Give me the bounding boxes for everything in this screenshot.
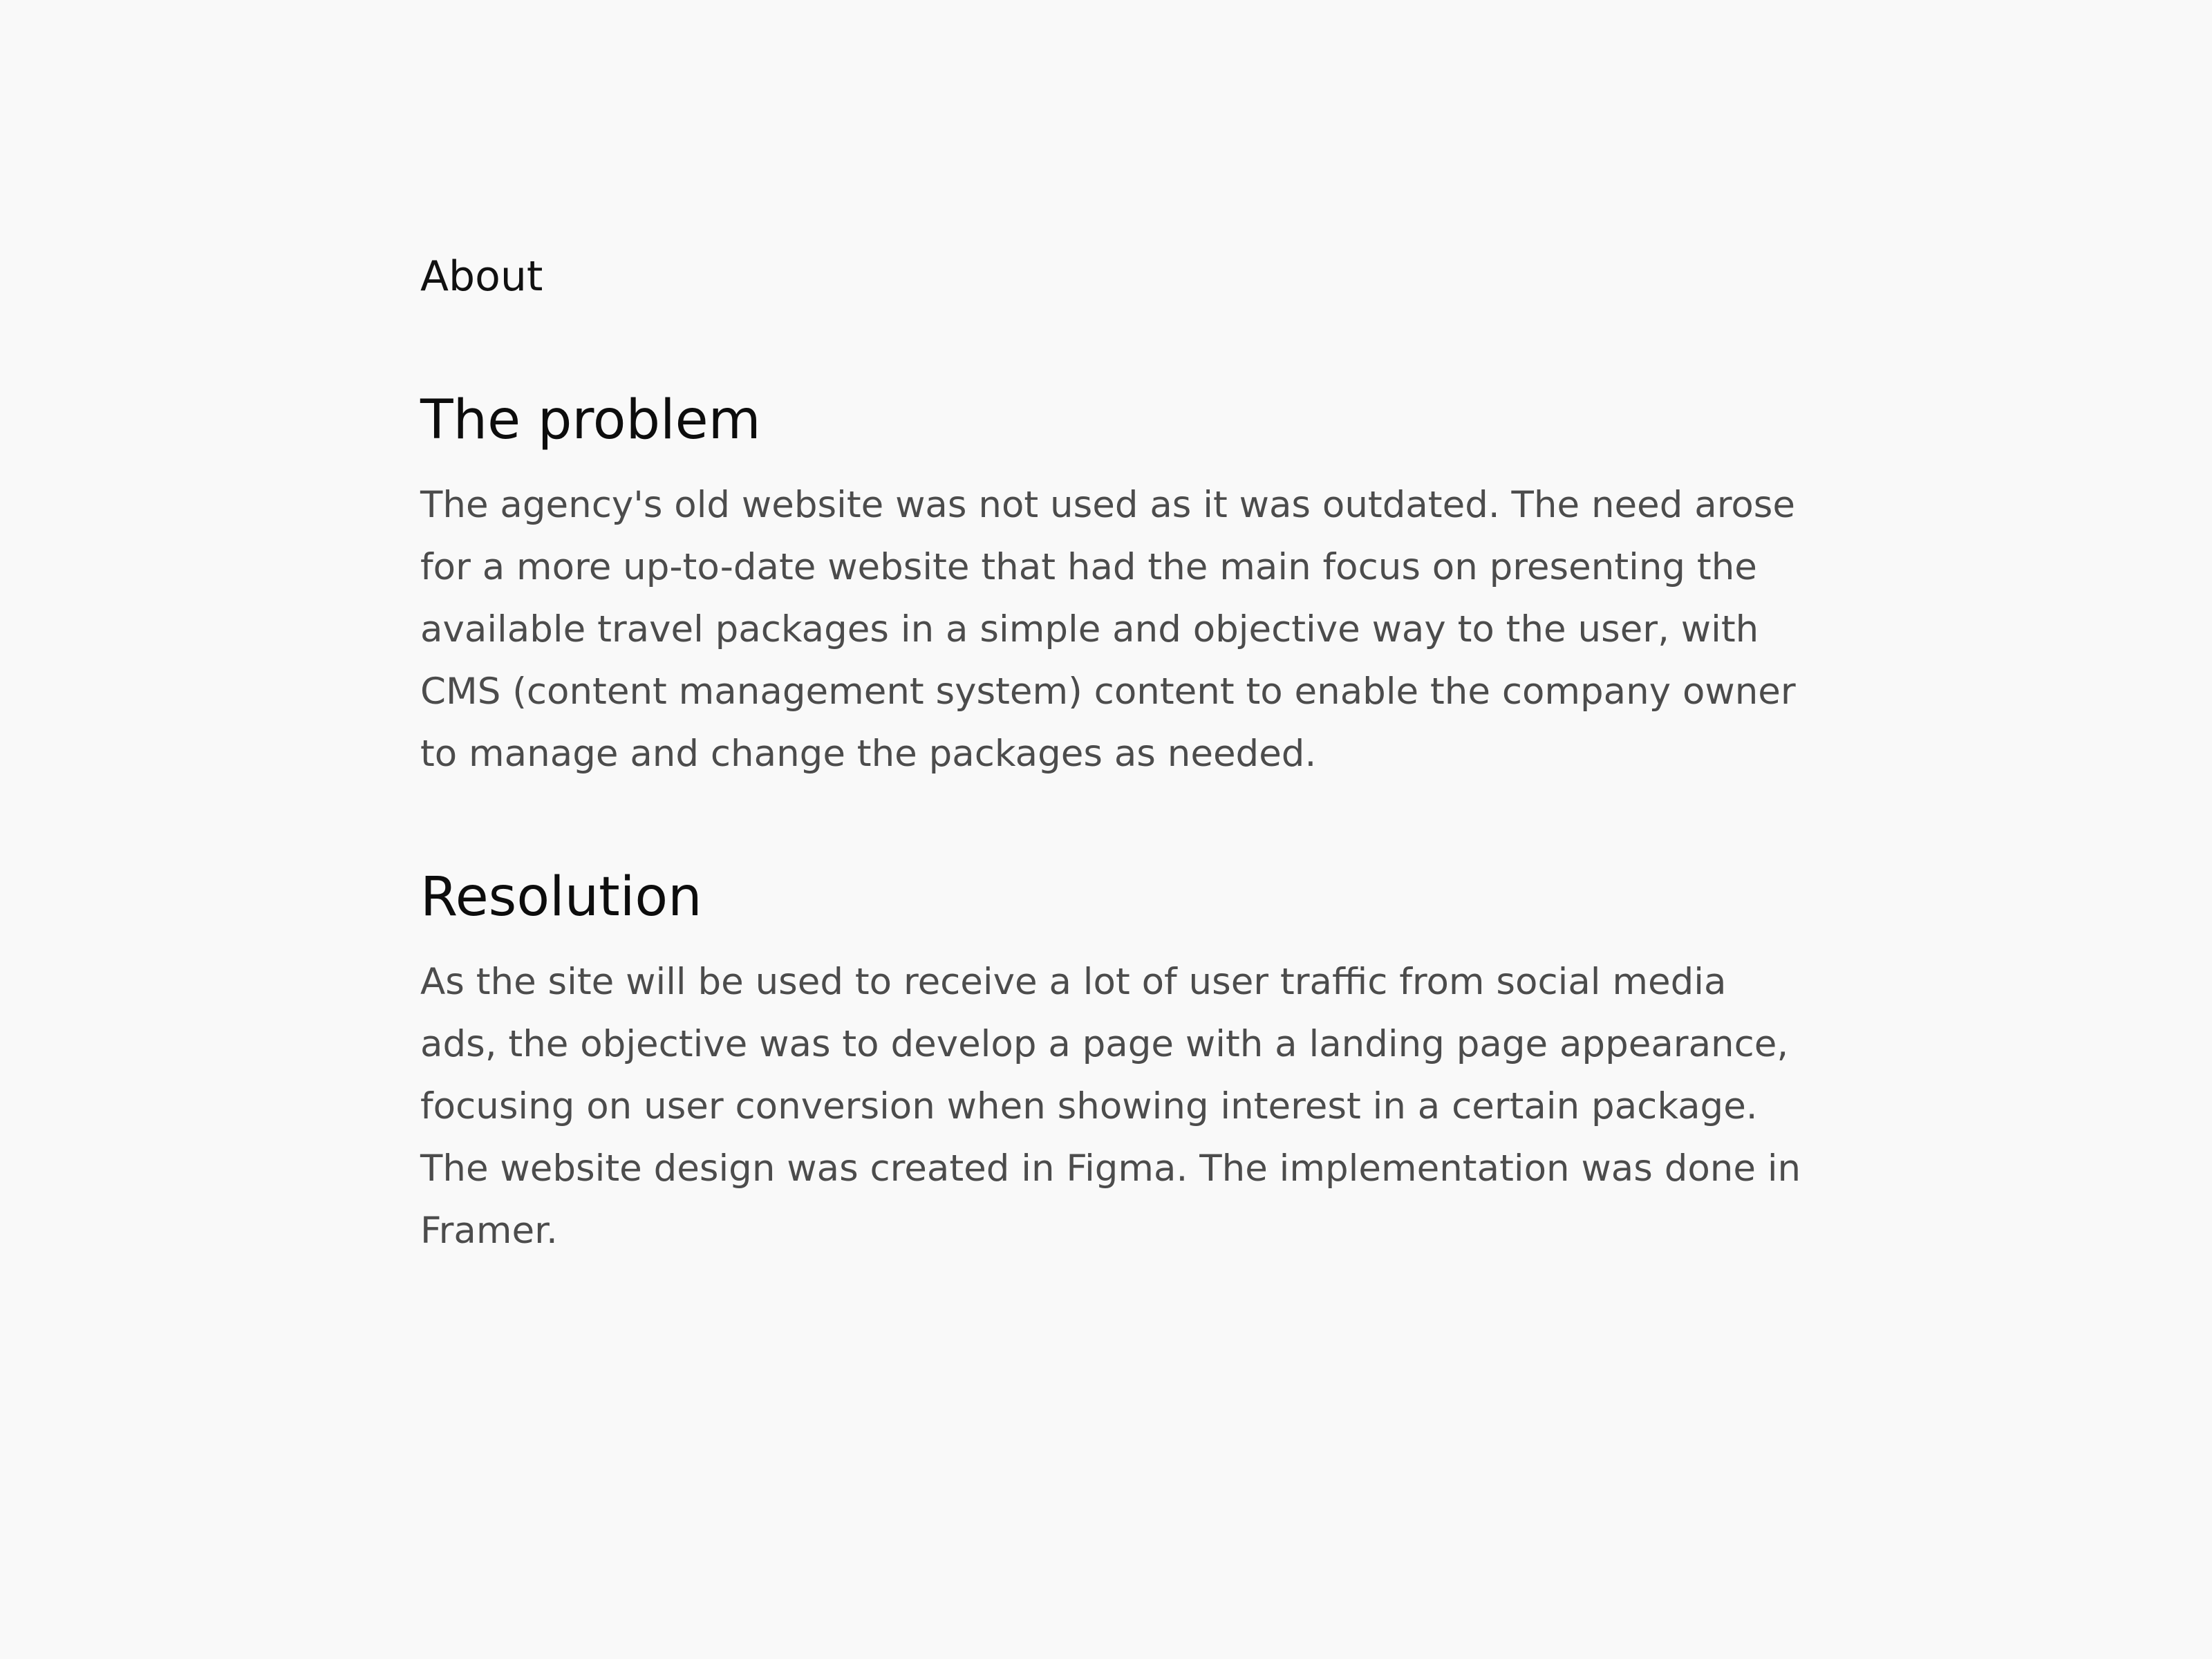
about-content <box>420 243 1810 1262</box>
section-label-about: About <box>420 252 543 301</box>
resolution-heading: Resolution <box>420 866 702 928</box>
resolution-paragraph: As the site will be used to receive a lot of user traffic from social media ads, the objective was to develop a page with a landing page appearance, focusing on user conversion when showing interest in a certain package. The website design was created in Figma. The implementation was done in Framer. <box>420 961 1801 1252</box>
problem-heading: The problem <box>420 389 761 451</box>
problem-paragraph: The agency's old website was not used as it was outdated. The need arose for a more up-to-date website that had the main focus on presenting the available travel packages in a simple and objective way to the user, with CMS (content management system) content to enable the company owner to manage and change the packages as needed. <box>420 484 1796 775</box>
